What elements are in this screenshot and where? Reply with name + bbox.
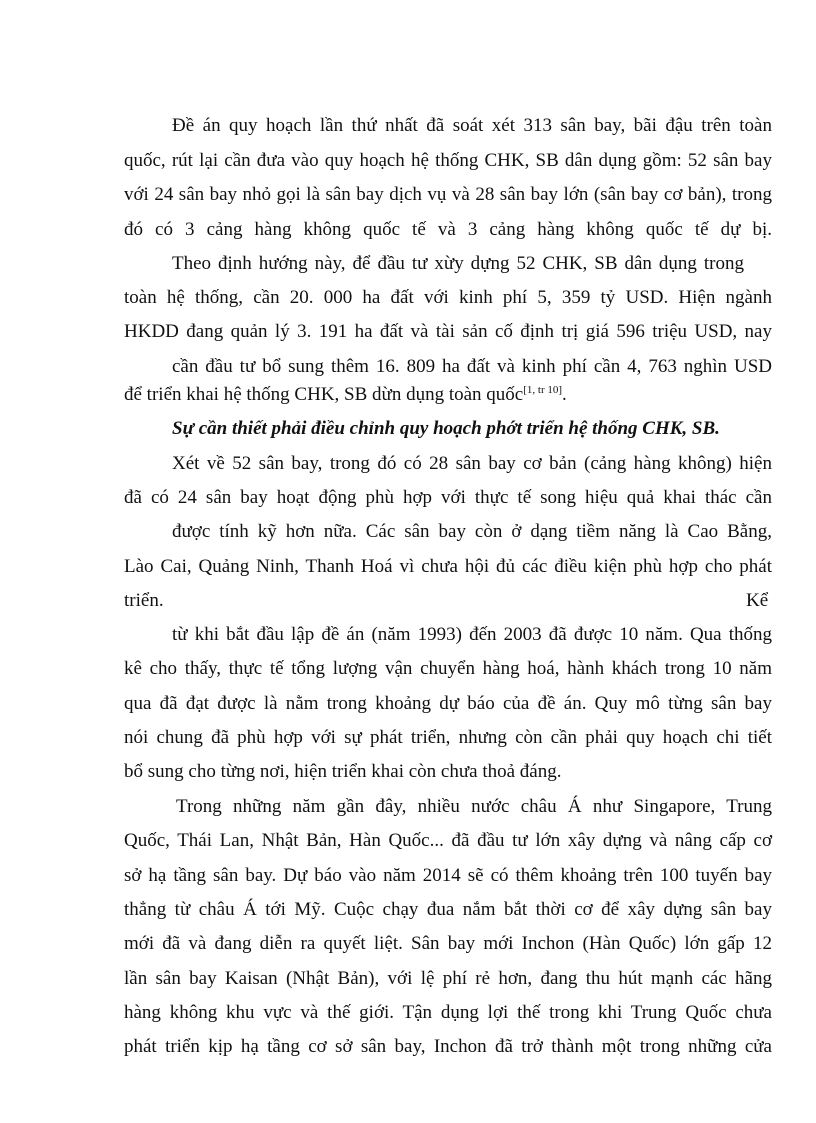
text-line: Quốc, Thái Lan, Nhật Bản, Hàn Quốc... đã đầu tư lớn xây dựng và nâng cấp cơ: [124, 830, 772, 851]
text-line: qua đã đạt được là nằm trong khoảng dự báo của đề án. Quy mô từng sân bay: [124, 693, 772, 714]
text-line: bổ sung cho từng nơi, hiện triển khai còn chưa thoả đáng.: [124, 761, 562, 782]
citation-superscript: [1, tr 10]: [523, 384, 563, 396]
text-line: để triển khai hệ thống CHK, SB dừn dụng toàn quốc: [124, 384, 524, 405]
text-line: kê cho thấy, thực tế tổng lượng vận chuyển hàng hoá, hành khách trong 10 năm: [124, 658, 772, 679]
text-line-with-citation: [124, 383, 567, 407]
text-line: Xét về 52 sân bay, trong đó có 28 sân bay cơ bản (cảng hàng không) hiện: [172, 453, 772, 474]
text-line: sở hạ tầng sân bay. Dự báo vào năm 2014 sẽ có thêm khoảng trên 100 tuyến bay: [124, 865, 772, 886]
text-line: phát triển kịp hạ tầng cơ sở sân bay, Inchon đã trở thành một trong những cửa: [124, 1036, 772, 1057]
text-line: cần đầu tư bổ sung thêm 16. 809 ha đất và kinh phí cần 4, 763 nghìn USD: [172, 356, 772, 377]
text-line: với 24 sân bay nhỏ gọi là sân bay dịch vụ và 28 sân bay lớn (sân bay cơ bản), trong: [124, 184, 772, 205]
text-line: mới đã và đang diễn ra quyết liệt. Sân bay mới Inchon (Hàn Quốc) lớn gấp 12: [124, 933, 772, 954]
text-line: Theo định hướng này, để đầu tư xừy dựng 52 CHK, SB dân dụng trong: [172, 253, 744, 274]
text-line: từ khi bắt đầu lập đề án (năm 1993) đến 2003 đã được 10 năm. Qua thống: [172, 624, 772, 645]
text-line: đó có 3 cảng hàng không quốc tế và 3 cảng hàng không quốc tế dự bị.: [124, 219, 772, 240]
text-line: hàng không khu vực và thế giới. Tận dụng lợi thế trong khi Trung Quốc chưa: [124, 1002, 772, 1023]
text-line: Đề án quy hoạch lần thứ nhất đã soát xét 313 sân bay, bãi đậu trên toàn: [172, 115, 772, 136]
section-heading: Sự cần thiết phải điều chỉnh quy hoạch phớt triển hệ thống CHK, SB.: [172, 418, 720, 439]
period: .: [562, 384, 567, 405]
text-line: Trong những năm gần đây, nhiều nước châu Á như Singapore, Trung: [176, 796, 772, 817]
text-line: thẳng từ châu Á tới Mỹ. Cuộc chạy đua nắm bắt thời cơ để xây dựng sân bay: [124, 899, 772, 920]
text-line: lần sân bay Kaisan (Nhật Bản), với lệ phí rẻ hơn, đang thu hút mạnh các hãng: [124, 968, 772, 989]
text-line: Lào Cai, Quảng Ninh, Thanh Hoá vì chưa hội đủ các điều kiện phù hợp cho phát: [124, 556, 772, 577]
text-line: toàn hệ thống, cần 20. 000 ha đất với kinh phí 5, 359 tỷ USD. Hiện ngành: [124, 287, 772, 308]
text-line: quốc, rút lại cần đưa vào quy hoạch hệ thống CHK, SB dân dụng gồm: 52 sân bay: [124, 150, 772, 171]
text-line: triển.: [124, 590, 164, 611]
text-line: HKDD đang quản lý 3. 191 ha đất và tài sản cố định trị giá 596 triệu USD, nay: [124, 321, 772, 342]
text-line: được tính kỹ hơn nữa. Các sân bay còn ở dạng tiềm năng là Cao Bằng,: [172, 521, 772, 542]
text-line: Kể: [746, 590, 769, 611]
text-line: nói chung đã phù hợp với sự phát triển, nhưng còn cần phải quy hoạch chi tiết: [124, 727, 772, 748]
text-line: đã có 24 sân bay hoạt động phù hợp với thực tế song hiệu quả khai thác cần: [124, 487, 772, 508]
